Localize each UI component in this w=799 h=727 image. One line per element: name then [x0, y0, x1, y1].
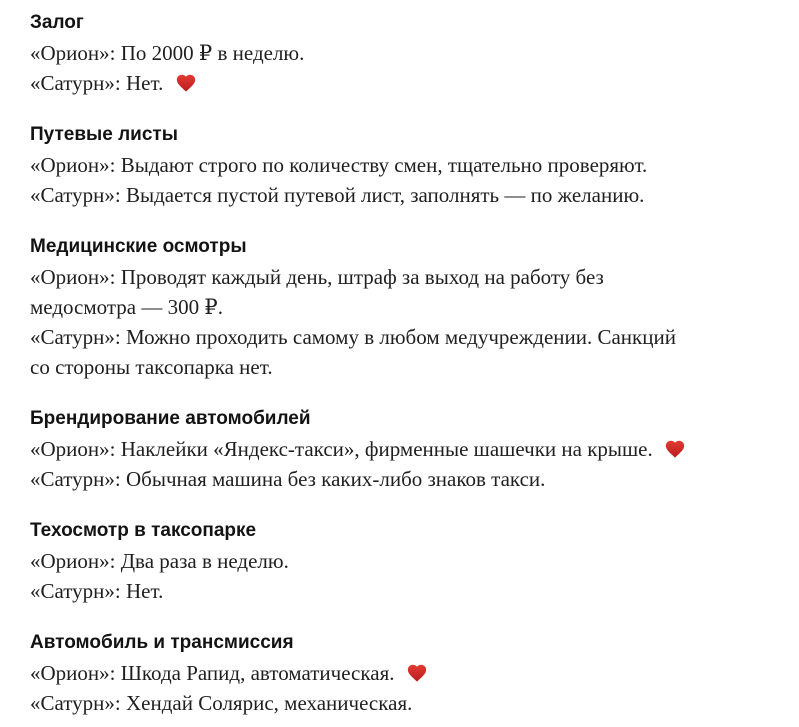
section-body — [30, 658, 769, 718]
line-text: «Сатурн»: Можно проходить самому в любом медучреждении. Санкций — [30, 325, 676, 349]
line-text: «Сатурн»: Хендай Солярис, механическая. — [30, 691, 413, 715]
line-text: «Сатурн»: Обычная машина без каких-либо знаков такси. — [30, 467, 546, 491]
paragraph-line — [30, 546, 769, 576]
section-body — [30, 546, 769, 606]
section-body — [30, 262, 769, 382]
comparison-section — [30, 232, 769, 382]
paragraph-line — [30, 262, 769, 292]
comparison-section — [30, 8, 769, 98]
paragraph-line — [30, 352, 769, 382]
section-body — [30, 38, 769, 98]
line-text: «Орион»: Наклейки «Яндекс-такси», фирменные шашечки на крыше. — [30, 437, 653, 461]
red-heart-icon — [175, 68, 197, 98]
red-heart-icon — [664, 434, 686, 464]
paragraph-line — [30, 180, 769, 210]
line-text: «Сатурн»: Выдается пустой путевой лист, заполнять — по желанию. — [30, 183, 645, 207]
comparison-section — [30, 516, 769, 606]
paragraph-line — [30, 150, 769, 180]
paragraph-line — [30, 576, 769, 606]
paragraph-line — [30, 322, 769, 352]
section-body — [30, 150, 769, 210]
section-body — [30, 434, 769, 494]
paragraph-line — [30, 292, 769, 322]
comparison-section — [30, 628, 769, 718]
section-title: Медицинские осмотры — [30, 236, 247, 257]
comparison-section — [30, 120, 769, 210]
paragraph-line — [30, 688, 769, 718]
section-title: Путевые листы — [30, 124, 178, 145]
paragraph-line — [30, 38, 769, 68]
paragraph-line — [30, 464, 769, 494]
line-text: «Сатурн»: Нет. — [30, 579, 164, 603]
paragraph-line — [30, 68, 769, 98]
line-text: «Орион»: Выдают строго по количеству смен, тщательно проверяют. — [30, 153, 648, 177]
section-title: Техосмотр в таксопарке — [30, 520, 257, 541]
section-title: Залог — [30, 12, 84, 33]
line-text: «Орион»: Два раза в неделю. — [30, 549, 289, 573]
comparison-section — [30, 404, 769, 494]
line-text: «Орион»: Проводят каждый день, штраф за выход на работу без — [30, 265, 604, 289]
line-text: медосмотра — 300 ₽. — [30, 295, 223, 319]
line-text: «Орион»: По 2000 ₽ в неделю. — [30, 41, 305, 65]
paragraph-line — [30, 434, 769, 464]
line-text: «Сатурн»: Нет. — [30, 71, 164, 95]
red-heart-icon — [406, 658, 428, 688]
section-title: Брендирование автомобилей — [30, 408, 311, 429]
paragraph-line — [30, 658, 769, 688]
section-title: Автомобиль и трансмиссия — [30, 632, 294, 653]
line-text: со стороны таксопарка нет. — [30, 355, 273, 379]
sections-container — [30, 8, 769, 718]
line-text: «Орион»: Шкода Рапид, автоматическая. — [30, 661, 395, 685]
